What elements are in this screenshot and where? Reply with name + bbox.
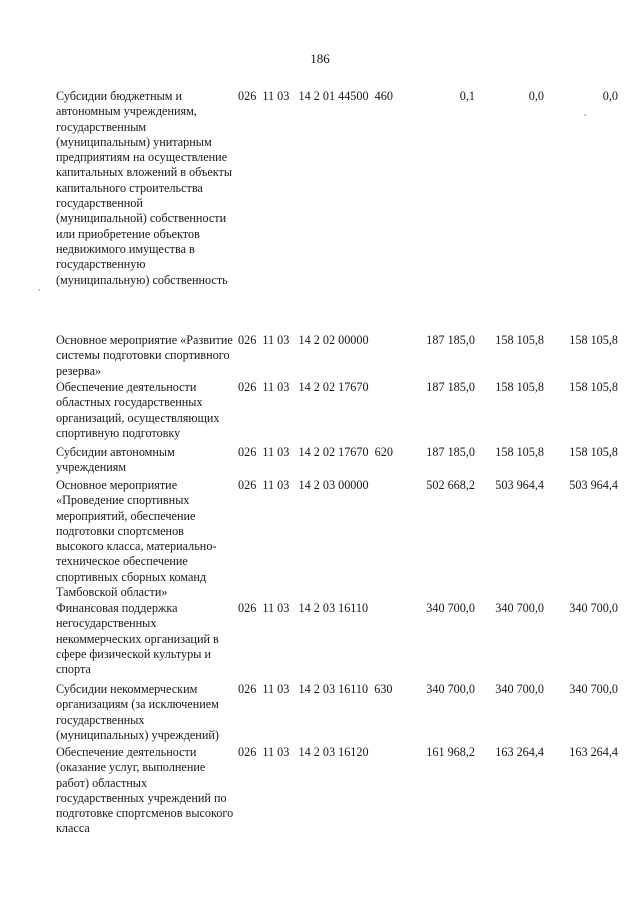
row-code: 026 11 03 14 2 01 44500 460: [238, 89, 393, 103]
row-value-3: 503 964,4: [569, 478, 618, 492]
row-value-3: 158 105,8: [569, 380, 618, 394]
row-value-3: 340 700,0: [569, 682, 618, 696]
row-code: 026 11 03 14 2 02 00000: [238, 333, 369, 347]
row-value-3: 0,0: [602, 89, 618, 103]
row-code: 026 11 03 14 2 03 16120: [238, 745, 369, 759]
row-name: Финансовая поддержка негосударственных некоммерческих организаций в сфере физической культуры и спорта: [56, 601, 219, 677]
page-number: 186: [310, 51, 330, 66]
row-value-1: 502 668,2: [426, 478, 475, 492]
row-value-2: 0,0: [528, 89, 544, 103]
row-value-1: 187 185,0: [426, 333, 475, 347]
row-code: 026 11 03 14 2 02 17670 620: [238, 445, 393, 459]
row-code: 026 11 03 14 2 02 17670: [238, 380, 369, 394]
row-name: Субсидии бюджетным и автономным учреждениям, государственным (муниципальным) унитарным предприятиям на осуществление капитальных вложений в объекты капитального строительства государственной (муниципальной) собственности или приобретение объектов недвижимого имущества в государственную (муниципальную) собственность: [56, 89, 233, 287]
row-value-3: 158 105,8: [569, 333, 618, 347]
row-name: Основное мероприятие «Проведение спортивных мероприятий, обеспечение подготовки спортсменов высокого класса, материально-техническое обеспечение спортивных сборных команд Тамбовской области»: [56, 478, 217, 600]
row-value-1: 187 185,0: [426, 445, 475, 459]
row-value-3: 340 700,0: [569, 601, 618, 615]
row-value-2: 340 700,0: [495, 601, 544, 615]
row-name: Обеспечение деятельности (оказание услуг, выполнение работ) областных государственных учреждений по подготовке спортсменов высокого класса: [56, 745, 234, 836]
row-value-2: 158 105,8: [495, 380, 544, 394]
row-name: Обеспечение деятельности областных государственных организаций, осуществляющих спортивную подготовку: [56, 380, 220, 440]
row-code: 026 11 03 14 2 03 16110 630: [238, 682, 393, 696]
row-value-3: 163 264,4: [569, 745, 618, 759]
row-value-1: 340 700,0: [426, 682, 475, 696]
row-name: Основное мероприятие «Развитие системы подготовки спортивного резерва»: [56, 333, 233, 378]
row-name: Субсидии автономным учреждениям: [56, 445, 175, 475]
row-value-2: 158 105,8: [495, 445, 544, 459]
row-value-2: 158 105,8: [495, 333, 544, 347]
row-value-2: 163 264,4: [495, 745, 544, 759]
row-value-2: 340 700,0: [495, 682, 544, 696]
scan-speck: [38, 289, 40, 291]
row-code: 026 11 03 14 2 03 00000: [238, 478, 369, 492]
row-name: Субсидии некоммерческим организациям (за исключением государственных (муниципальных) учреждений): [56, 682, 219, 742]
row-value-3: 158 105,8: [569, 445, 618, 459]
row-value-1: 340 700,0: [426, 601, 475, 615]
scan-speck: [584, 114, 586, 116]
row-value-1: 0,1: [459, 89, 475, 103]
row-value-1: 187 185,0: [426, 380, 475, 394]
row-value-1: 161 968,2: [426, 745, 475, 759]
row-value-2: 503 964,4: [495, 478, 544, 492]
row-code: 026 11 03 14 2 03 16110: [238, 601, 369, 615]
